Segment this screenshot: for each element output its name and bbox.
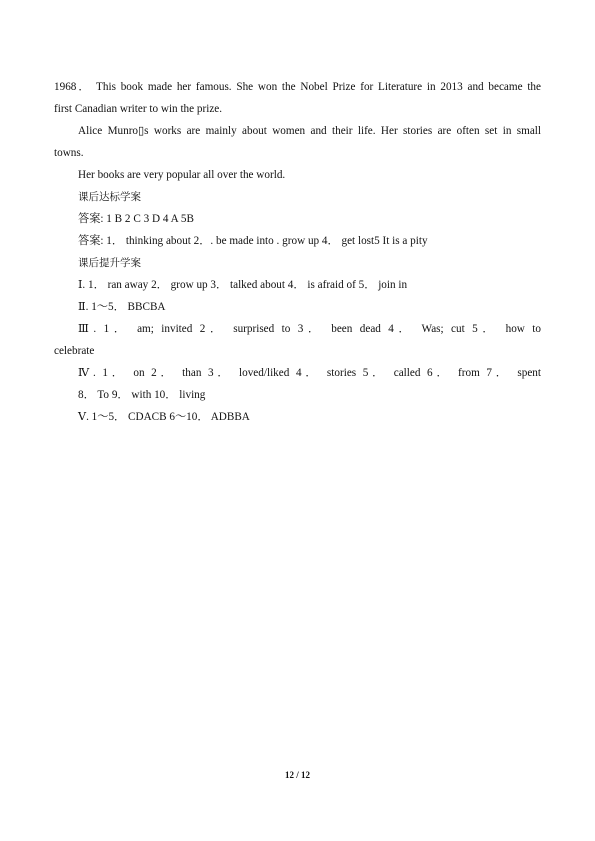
paragraph-line: Her books are very popular all over the world. (78, 169, 286, 181)
page-number: 12 / 12 (284, 770, 310, 780)
answer-line: 8． To 9． with 10． living (78, 389, 206, 401)
answer-line: Ⅴ. 1～5． CDACB 6～10． ADBBA (78, 411, 250, 423)
answer-line: Ⅳ. 1． on 2． than 3． loved/liked 4． stories 5． called 6． from 7． spent (78, 367, 541, 379)
answer-line: 答案: 1． thinking about 2．. be made into . grow up 4． get lost5 It is a pity (78, 235, 428, 247)
paragraph-line: 1968． This book made her famous. She won the Nobel Prize for Literature in 2013 and became the (54, 81, 541, 93)
answer-line: Ⅰ. 1． ran away 2． grow up 3． talked about 4． is afraid of 5． join in (78, 279, 408, 291)
section-heading: 课后达标学案 (78, 191, 141, 203)
paragraph-line: towns. (54, 147, 84, 159)
answer-line: Ⅱ. 1～5． BBCBA (78, 301, 166, 313)
paragraph-line: Alice Munro▯s works are mainly about women and their life. Her stories are often set in small (78, 125, 541, 137)
section-heading: 课后提升学案 (78, 257, 141, 269)
paragraph-line: first Canadian writer to win the prize. (54, 103, 223, 115)
answer-line: 答案: 1 B 2 C 3 D 4 A 5B (78, 213, 194, 225)
answer-line: Ⅲ. 1． am; invited 2． surprised to 3． been dead 4． Was; cut 5． how to (78, 323, 541, 335)
answer-line: celebrate (54, 345, 95, 357)
